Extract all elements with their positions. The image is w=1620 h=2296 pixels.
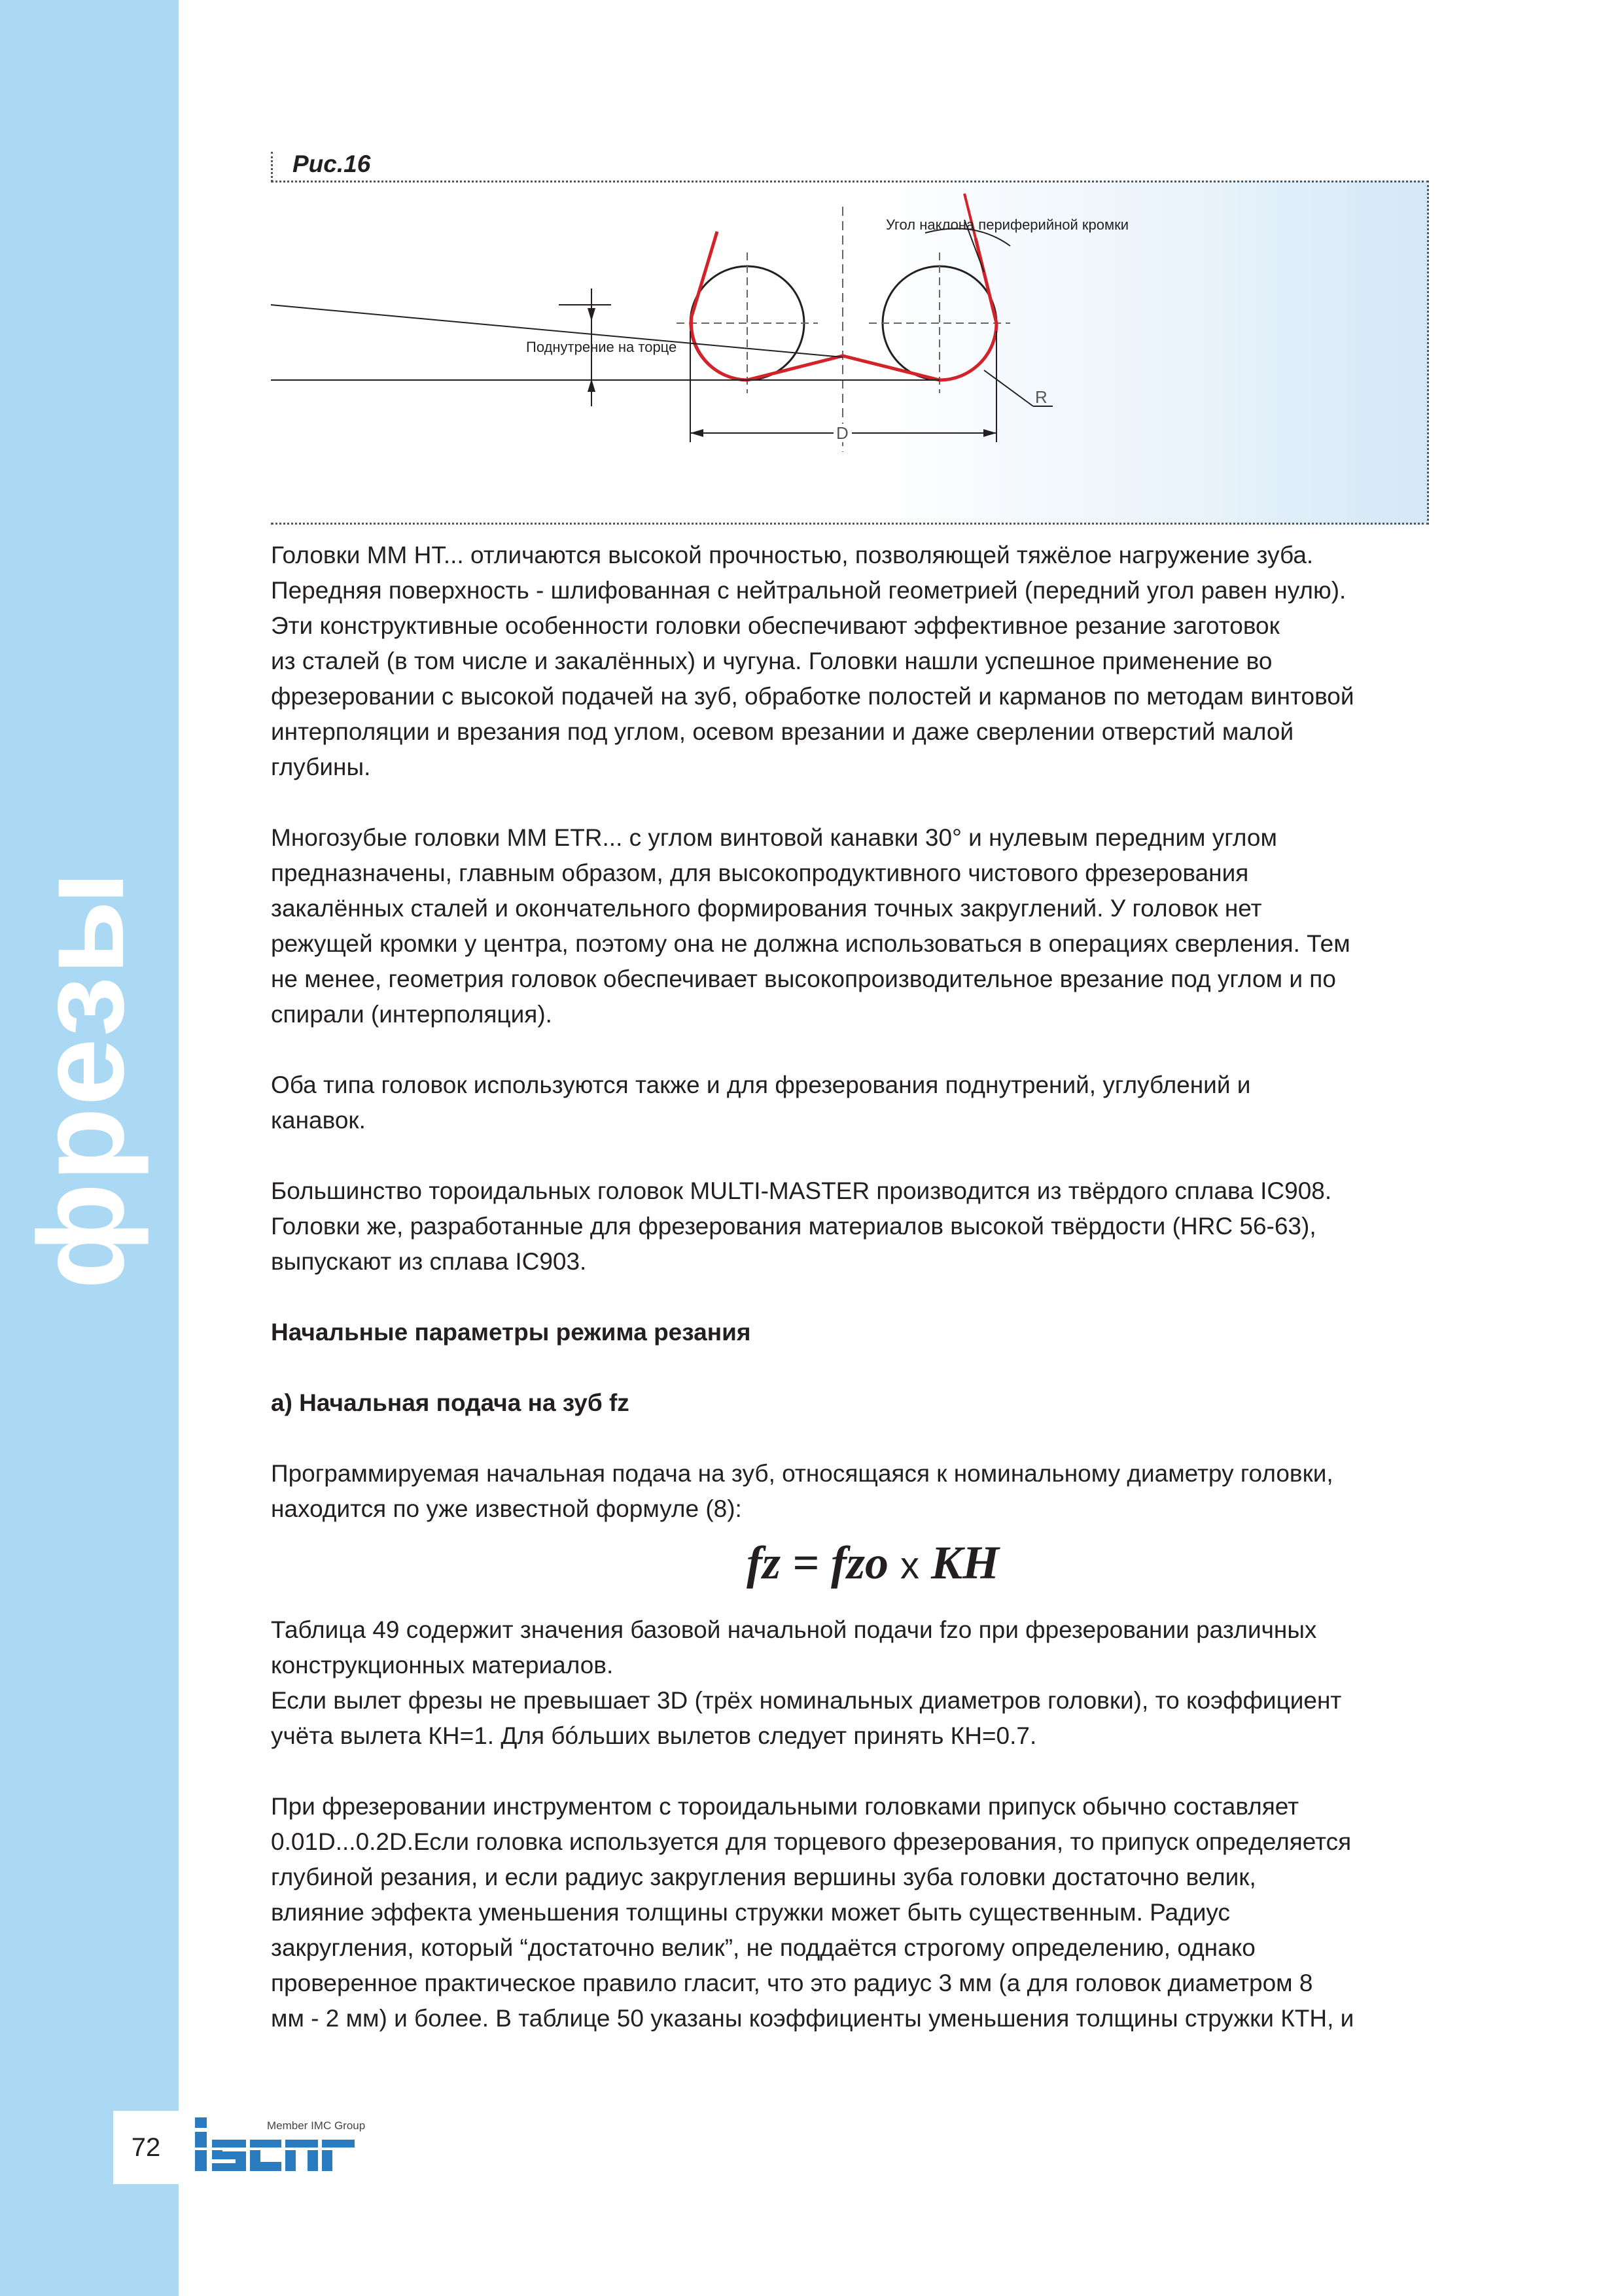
formula-left: fz = fzo: [746, 1537, 889, 1589]
feed-formula: [271, 1533, 1449, 1595]
cutting-profile: [691, 232, 996, 380]
paragraph-both-types: Оба типа головок используются также и для фрезерования поднутрений, углублений и канавок.: [271, 1071, 1251, 1134]
paragraph-etr: Многозубые головки MM ETR... с углом винтовой канавки 30° и нулевым передним углом предназначены, главным образом, для высокопродуктивного чистового фрезерования закалённых сталей и окончательного формирования точных закруглений. У головок нет режущей кромки у центра, поэтому она не должна использоваться в операциях сверления. Тем не менее, геометрия головок обеспечивает высокопроизводительное врезание под углом и по спирали (интерполяция).: [271, 824, 1350, 1028]
radius-label: R: [1035, 387, 1048, 407]
page-number: 72: [113, 2111, 179, 2184]
sidebar: [0, 0, 179, 2296]
figure-label: Рис.16: [292, 150, 371, 177]
formula-operator: x: [900, 1544, 919, 1587]
heading-feed: а) Начальная подача на зуб fz: [271, 1389, 629, 1416]
paragraph-grades: Большинство тороидальных головок MULTI-MASTER производится из твёрдого сплава IC908. Головки же, разработанные для фрезерования материалов высокой твёрдости (HRC 56-63), выпускают из сплава IC903.: [271, 1177, 1332, 1275]
figure-bracket: [271, 152, 275, 182]
undercut-label: Поднутрение на торце: [526, 339, 677, 355]
angle-label: Угол наклона периферийной кромки: [886, 217, 1129, 233]
heading-cutting-params: Начальные параметры режима резания: [271, 1319, 751, 1346]
formula-right: KH: [931, 1537, 1000, 1589]
section-title-text: фрезы: [14, 869, 150, 1289]
logo-tagline: Member IMC Group: [267, 2119, 366, 2132]
diameter-label: D: [836, 423, 849, 443]
toroidal-head-diagram: [271, 181, 1429, 521]
iscar-logo: [190, 2110, 399, 2188]
paragraph-table49: Таблица 49 содержит значения базовой начальной подачи fzo при фрезеровании различных конструкционных материалов. Если вылет фрезы не превышает 3D (трёх номинальных диаметров головки), то коэффициент учёта вылета КН=1. Для бóльших вылетов следует принять КН=0.7.: [271, 1616, 1342, 1749]
paragraph-ht: Головки MM HT... отличаются высокой прочностью, позволяющей тяжёлое нагружение зуба. Передняя поверхность - шлифованная с нейтральной геометрией (передний угол равен нулю). Эти конструктивные особенности головки обеспечивают эффективное резание заготовок из сталей (в том числе и закалённых) и чугуна. Головки нашли успешное применение во фрезеровании с высокой подачей на зуб, обработке полостей и карманов по методам винтовой интерполяции и врезания под углом, осевом врезании и даже сверлении отверстий малой глубины.: [271, 542, 1354, 780]
paragraph-allowance: При фрезеровании инструментом с тороидальными головками припуск обычно составляет 0.01D...0.2D.Если головка используется для торцевого фрезерования, то припуск определяется глубиной резания, и если радиус закругления вершины зуба головки достаточно велик, влияние эффекта уменьшения толщины стружки может быть существенным. Радиус закругления, который “достаточно велик”, не поддаётся строгому определению, однако проверенное практическое правило гласит, что это радиус 3 мм (а для головок диаметром 8 мм - 2 мм) и более. В таблице 50 указаны коэффициенты уменьшения толщины стружки КТН, и: [271, 1793, 1354, 2032]
main-text: [271, 538, 1449, 2036]
paragraph-formula-intro: Программируемая начальная подача на зуб, относящаяся к номинальному диаметру головки, находится по уже известной формуле (8):: [271, 1460, 1333, 1522]
section-title: [13, 869, 150, 1289]
